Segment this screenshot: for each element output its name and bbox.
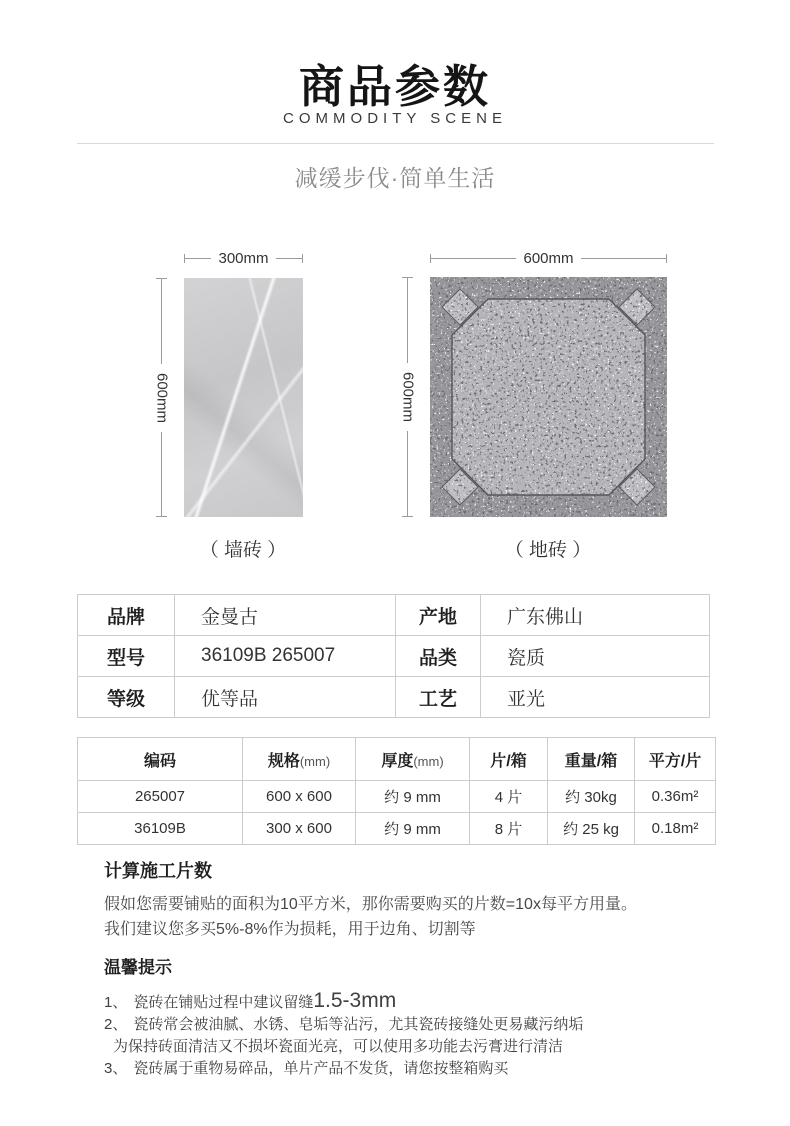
- table-row: [78, 636, 710, 677]
- spec-header-unit: (mm): [413, 753, 444, 769]
- info-value: 36109B 265007: [175, 636, 396, 677]
- table-row: [78, 781, 716, 813]
- dimension-tick: [402, 516, 413, 517]
- spec-header-unit: (mm): [299, 753, 331, 769]
- dimension-line: [276, 258, 302, 259]
- spec-cell: 约 9 mm: [356, 813, 470, 845]
- spec-cell: 4 片: [470, 781, 548, 813]
- calc-heading: 计算施工片数: [104, 861, 212, 881]
- floor-tile-graphic: [430, 277, 667, 517]
- info-value: 优等品: [175, 677, 396, 718]
- calc-line-1: 假如您需要铺贴的面积为10平方米，那你需要购买的片数=10x每平方用量。: [104, 896, 637, 913]
- spec-header-label: 片/箱: [490, 752, 527, 770]
- tip-item-1: [104, 990, 724, 1014]
- calc-line-2: 我们建议您多买5%-8%作为损耗，用于边角、切割等: [104, 921, 476, 938]
- floor-tile-width-dimension: [430, 251, 667, 265]
- info-value: 瓷质: [481, 636, 710, 677]
- table-row: [78, 595, 710, 636]
- wall-tile-height-dimension: [155, 278, 168, 517]
- spec-cell: 0.18m²: [635, 813, 716, 845]
- wall-tile-caption: （ 墙砖 ）: [199, 540, 287, 561]
- spec-header: [243, 738, 356, 781]
- dimension-tick: [156, 516, 167, 517]
- info-value: 亚光: [481, 677, 710, 718]
- spec-header-label: 厚度: [381, 752, 414, 770]
- floor-tile-height-label: 600mm: [399, 363, 416, 431]
- info-label: 品牌: [78, 595, 175, 636]
- dimension-line: [581, 258, 666, 259]
- spec-cell: 8 片: [470, 813, 548, 845]
- info-label: 品类: [396, 636, 481, 677]
- tip-number: 3、: [104, 1060, 128, 1077]
- table-row: [78, 677, 710, 718]
- page-subtitle: COMMODITY SCENE: [283, 110, 507, 127]
- info-value: 广东佛山: [481, 595, 710, 636]
- info-value: 金曼古: [175, 595, 396, 636]
- floor-tile-caption: （ 地砖 ）: [504, 540, 592, 561]
- floor-tile-image: [430, 277, 667, 517]
- tip-text: 瓷砖常会被油腻、水锈、皂垢等沾污，尤其瓷砖接缝处更易藏污纳垢: [133, 1016, 584, 1033]
- spec-cell: 265007: [78, 781, 243, 813]
- tip-number: 1、: [104, 994, 128, 1011]
- tip-text: 瓷砖在铺贴过程中建议留缝: [133, 994, 314, 1011]
- table-row: [78, 813, 716, 845]
- floor-tile-width-label: 600mm: [523, 249, 574, 267]
- info-label: 产地: [396, 595, 481, 636]
- table-header-row: [78, 738, 716, 781]
- info-label: 等级: [78, 677, 175, 718]
- spec-header: [635, 738, 716, 781]
- dimension-tick: [402, 277, 413, 278]
- spec-cell: 0.36m²: [635, 781, 716, 813]
- dimension-tick: [302, 254, 303, 263]
- spec-cell: 约 25 kg: [548, 813, 635, 845]
- spec-header: [356, 738, 470, 781]
- spec-cell: 600 x 600: [243, 781, 356, 813]
- tips-section: [104, 953, 724, 1080]
- product-info-table: [77, 594, 710, 718]
- tip-number: 2、: [104, 1016, 128, 1033]
- wall-tile-width-dimension: [184, 251, 303, 265]
- spec-cell: 约 30kg: [548, 781, 635, 813]
- wall-tile-width-label: 300mm: [218, 249, 269, 267]
- dimension-tick: [156, 278, 167, 279]
- tip-item-2: [104, 1014, 724, 1036]
- tip-item-3: [104, 1058, 724, 1080]
- spec-header-label: 平方/片: [648, 752, 702, 770]
- spec-header: [470, 738, 548, 781]
- spec-cell: 300 x 600: [243, 813, 356, 845]
- info-label: 型号: [78, 636, 175, 677]
- spec-header: [78, 738, 243, 781]
- dimension-line: [431, 258, 516, 259]
- page-title: 商品参数: [298, 61, 491, 112]
- spec-header: [548, 738, 635, 781]
- wall-tile-height-label: 600mm: [153, 363, 170, 431]
- tip-item-2-continued: 为保持砖面清洁又不损坏瓷面光亮，可以使用多功能去污膏进行清洁: [113, 1038, 564, 1055]
- spec-header-label: 重量/箱: [564, 752, 618, 770]
- slogan-text: 减缓步伐·简单生活: [294, 165, 496, 191]
- spec-table: [77, 737, 716, 845]
- tip-text: 瓷砖属于重物易碎品，单片产品不发货，请您按整箱购买: [133, 1060, 509, 1077]
- calc-section: [104, 857, 704, 942]
- tip-highlight: 1.5-3mm: [313, 989, 397, 1012]
- info-label: 工艺: [396, 677, 481, 718]
- dimension-line: [185, 258, 211, 259]
- spec-header-label: 规格: [267, 752, 300, 770]
- tips-heading: 温馨提示: [104, 958, 172, 977]
- header-divider: [77, 143, 714, 144]
- floor-tile-height-dimension: [401, 277, 414, 517]
- spec-cell: 约 9 mm: [356, 781, 470, 813]
- spec-cell: 36109B: [78, 813, 243, 845]
- dimension-tick: [666, 254, 667, 263]
- spec-header-label: 编码: [143, 752, 176, 770]
- wall-tile-image: [184, 278, 303, 517]
